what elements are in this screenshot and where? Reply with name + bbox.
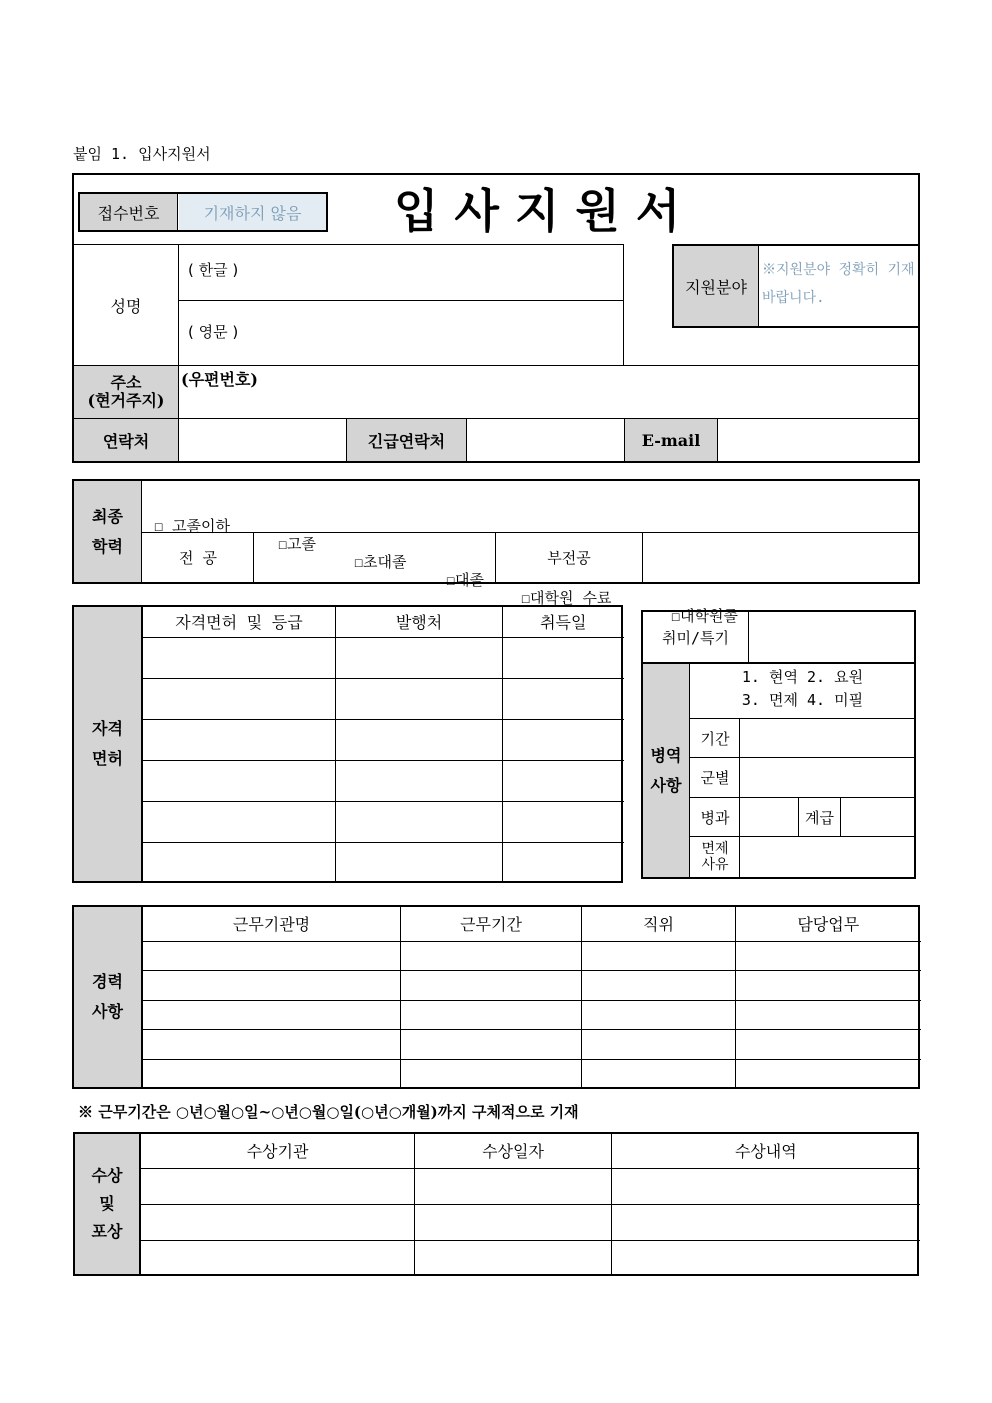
license-cell[interactable] xyxy=(503,678,624,719)
career-col-position: 직위 xyxy=(582,906,736,941)
major-input[interactable] xyxy=(254,533,495,582)
military-options-line2: 3. 면제 4. 미필 xyxy=(741,691,864,709)
minor-input[interactable] xyxy=(643,533,920,582)
awards-col-date: 수상일자 xyxy=(415,1133,612,1168)
career-cell[interactable] xyxy=(401,941,582,970)
table-row xyxy=(141,1240,920,1275)
table-row xyxy=(143,760,624,801)
military-label xyxy=(643,664,690,877)
minor-label: 부전공 xyxy=(547,549,591,567)
license-label-line2: 면허 xyxy=(92,749,123,768)
support-field-input[interactable]: ※지원분야 정확히 기재 바랍니다. xyxy=(762,262,915,306)
specialty-input[interactable] xyxy=(740,798,798,836)
name-korean-field[interactable]: ( 한글 ) xyxy=(188,261,239,279)
address-label-line2: (현거주지) xyxy=(87,391,165,410)
rank-label: 계급 xyxy=(805,808,834,827)
support-field-box xyxy=(672,244,920,328)
exemption-label-line2: 사유 xyxy=(701,857,729,873)
table-row xyxy=(143,842,624,882)
license-cell[interactable] xyxy=(503,760,624,801)
exemption-input[interactable] xyxy=(740,837,914,877)
contact-input[interactable] xyxy=(179,419,345,461)
hobby-label: 취미/특기 xyxy=(643,612,749,662)
license-cell[interactable] xyxy=(503,842,624,882)
branch-label: 군별 xyxy=(700,769,730,787)
name-label: 성명 xyxy=(110,296,142,316)
table-row xyxy=(141,1204,920,1240)
license-col-issuer: 발행처 xyxy=(336,606,503,637)
career-cell[interactable] xyxy=(143,1029,401,1059)
license-col-name: 자격면허 및 등급 xyxy=(143,606,336,637)
license-cell[interactable] xyxy=(143,637,336,678)
option-high-school[interactable]: ☐고졸 xyxy=(278,535,317,553)
awards-section xyxy=(73,1132,919,1276)
postal-code-field[interactable]: (우편번호) xyxy=(181,370,258,389)
table-row xyxy=(143,719,624,760)
address-label xyxy=(74,366,178,418)
career-col-duty: 담당업무 xyxy=(736,906,921,941)
awards-col-detail: 수상내역 xyxy=(612,1133,920,1168)
rank-input[interactable] xyxy=(841,798,914,836)
receipt-label: 접수번호 xyxy=(80,194,178,230)
awards-cell[interactable] xyxy=(141,1204,415,1240)
career-cell[interactable] xyxy=(582,1029,736,1059)
career-cell[interactable] xyxy=(143,970,401,1000)
military-label-line2: 사항 xyxy=(650,775,682,795)
career-cell[interactable] xyxy=(401,1000,582,1029)
career-cell[interactable] xyxy=(143,1000,401,1029)
career-table xyxy=(142,906,921,1088)
contact-label: 연락처 xyxy=(74,419,178,461)
awards-header-row xyxy=(141,1133,920,1168)
table-row xyxy=(143,941,921,970)
table-row xyxy=(143,637,624,678)
career-cell[interactable] xyxy=(582,1059,736,1088)
table-row xyxy=(141,1168,920,1204)
career-cell[interactable] xyxy=(736,1000,921,1029)
option-university[interactable]: ☐대졸 xyxy=(446,571,485,589)
military-section xyxy=(641,662,916,879)
hobby-section xyxy=(641,610,916,664)
career-cell[interactable] xyxy=(736,970,921,1000)
license-label xyxy=(74,607,142,881)
awards-cell[interactable] xyxy=(612,1168,920,1204)
career-cell[interactable] xyxy=(582,970,736,1000)
career-label-line1: 경력 xyxy=(92,972,123,991)
table-row xyxy=(143,1059,921,1088)
career-cell[interactable] xyxy=(736,941,921,970)
military-options-line1: 1. 현역 2. 요원 xyxy=(741,668,864,686)
license-cell[interactable] xyxy=(336,760,503,801)
license-col-date: 취득일 xyxy=(503,606,624,637)
receipt-box xyxy=(78,192,328,232)
career-cell[interactable] xyxy=(143,941,401,970)
emergency-contact-input[interactable] xyxy=(467,419,623,461)
awards-label-line1: 수상 xyxy=(91,1166,123,1185)
awards-label-line2: 및 xyxy=(99,1194,115,1213)
awards-col-org: 수상기관 xyxy=(141,1133,415,1168)
table-row xyxy=(143,1029,921,1059)
military-label-line1: 병역 xyxy=(650,745,682,765)
major-label: 전 공 xyxy=(178,549,217,567)
option-junior-college[interactable]: ☐초대졸 xyxy=(354,553,407,571)
awards-label-line3: 포상 xyxy=(91,1222,123,1241)
awards-cell[interactable] xyxy=(612,1204,920,1240)
career-label-line2: 사항 xyxy=(92,1002,123,1021)
awards-cell[interactable] xyxy=(141,1168,415,1204)
career-cell[interactable] xyxy=(736,1059,921,1088)
license-cell[interactable] xyxy=(336,678,503,719)
awards-table xyxy=(140,1133,920,1275)
support-field-label: 지원분야 xyxy=(674,246,759,326)
table-row xyxy=(143,970,921,1000)
page-title: 입 사 지 원 서 xyxy=(394,184,681,238)
email-label: E-mail xyxy=(625,419,717,461)
license-cell[interactable] xyxy=(336,637,503,678)
license-header-row xyxy=(143,606,624,637)
email-input[interactable] xyxy=(718,419,920,461)
option-high-school-below[interactable]: ☐ 고졸이하 xyxy=(154,517,231,535)
license-cell[interactable] xyxy=(336,719,503,760)
exemption-label xyxy=(691,837,739,877)
address-label-line1: 주소 xyxy=(110,373,142,392)
option-grad-coursework[interactable]: ☐대학원 수료 xyxy=(521,589,612,607)
exemption-label-line1: 면제 xyxy=(701,841,729,857)
career-cell[interactable] xyxy=(582,1000,736,1029)
military-options[interactable] xyxy=(691,666,914,712)
career-cell[interactable] xyxy=(143,1059,401,1088)
branch-input[interactable] xyxy=(740,758,914,797)
career-cell[interactable] xyxy=(401,1059,582,1088)
license-cell[interactable] xyxy=(143,760,336,801)
awards-label xyxy=(75,1134,140,1274)
license-cell[interactable] xyxy=(143,678,336,719)
career-section xyxy=(72,905,920,1089)
career-label xyxy=(74,907,142,1087)
table-row xyxy=(143,678,624,719)
license-table xyxy=(142,606,624,882)
license-cell[interactable] xyxy=(503,801,624,842)
license-cell[interactable] xyxy=(336,842,503,882)
hobby-input[interactable] xyxy=(750,612,914,662)
specialty-label: 병과 xyxy=(700,808,730,827)
career-cell[interactable] xyxy=(582,941,736,970)
education-label-line2: 학력 xyxy=(92,536,123,556)
career-cell[interactable] xyxy=(401,970,582,1000)
license-cell[interactable] xyxy=(143,801,336,842)
license-cell[interactable] xyxy=(143,719,336,760)
career-col-org: 근무기관명 xyxy=(143,906,401,941)
license-section xyxy=(72,605,623,883)
period-input[interactable] xyxy=(740,719,914,757)
awards-cell[interactable] xyxy=(612,1240,920,1275)
license-cell[interactable] xyxy=(143,842,336,882)
education-label xyxy=(74,481,142,582)
career-cell[interactable] xyxy=(401,1029,582,1059)
education-label-line1: 최종 xyxy=(92,506,123,526)
license-cell[interactable] xyxy=(503,719,624,760)
personal-section xyxy=(72,173,920,463)
receipt-number-field[interactable]: 기재하지 않음 xyxy=(179,194,326,230)
awards-cell[interactable] xyxy=(415,1240,612,1275)
attachment-label: 붙임 1. 입사지원서 xyxy=(73,145,211,163)
option-grad-degree[interactable]: ☐대학원졸 xyxy=(671,607,738,625)
career-header-row xyxy=(143,906,921,941)
awards-cell[interactable] xyxy=(141,1240,415,1275)
name-english-field[interactable]: ( 영문 ) xyxy=(188,323,239,341)
period-label: 기간 xyxy=(700,729,730,748)
career-note: ※ 근무기간은 ○년○월○일~○년○월○일(○년○개월)까지 구체적으로 기재 xyxy=(78,1103,579,1121)
table-row xyxy=(143,1000,921,1029)
license-cell[interactable] xyxy=(336,801,503,842)
awards-cell[interactable] xyxy=(415,1204,612,1240)
awards-cell[interactable] xyxy=(415,1168,612,1204)
license-cell[interactable] xyxy=(503,637,624,678)
emergency-contact-label: 긴급연락처 xyxy=(347,419,466,461)
career-cell[interactable] xyxy=(736,1029,921,1059)
table-row xyxy=(143,801,624,842)
license-label-line1: 자격 xyxy=(92,719,123,738)
career-col-period: 근무기간 xyxy=(401,906,582,941)
